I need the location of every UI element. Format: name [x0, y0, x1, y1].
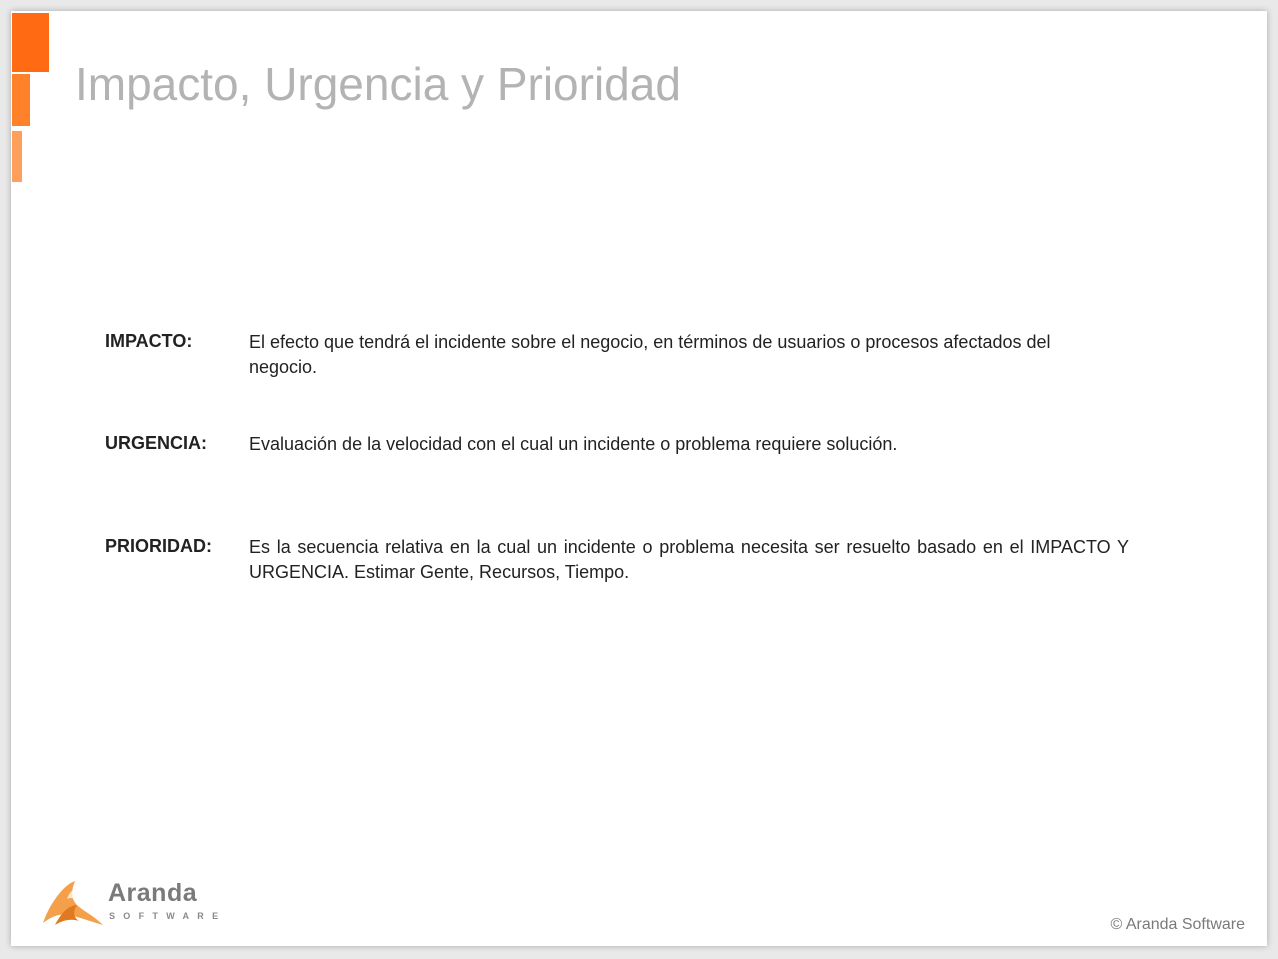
accent-bar-small — [12, 131, 22, 182]
definition-prioridad: Es la secuencia relativa en la cual un incidente o problema necesita ser resuelto basado en el IMPACTO Y URGENCIA. Estimar Gente, Recursos, Tiempo. — [249, 537, 1129, 582]
accent-bar-large — [12, 13, 49, 72]
logo-name: Aranda — [108, 879, 198, 907]
accent-bar-medium — [12, 74, 30, 126]
definition-impacto: El efecto que tendrá el incidente sobre el negocio, en términos de usuarios o procesos afectados del negocio. — [249, 332, 1051, 377]
aranda-logo-mark-icon — [37, 875, 107, 931]
slide — [11, 11, 1267, 946]
aranda-logo — [37, 875, 227, 931]
copyright-notice: © Aranda Software — [1110, 916, 1245, 933]
definition-urgencia: Evaluación de la velocidad con el cual un incidente o problema requiere solución. — [249, 434, 898, 454]
term-urgencia: URGENCIA: — [105, 433, 207, 453]
slide-title: Impacto, Urgencia y Prioridad — [75, 58, 681, 110]
term-impacto: IMPACTO: — [105, 331, 193, 351]
term-prioridad: PRIORIDAD: — [105, 536, 212, 556]
logo-subtitle: SOFTWARE — [109, 911, 227, 921]
